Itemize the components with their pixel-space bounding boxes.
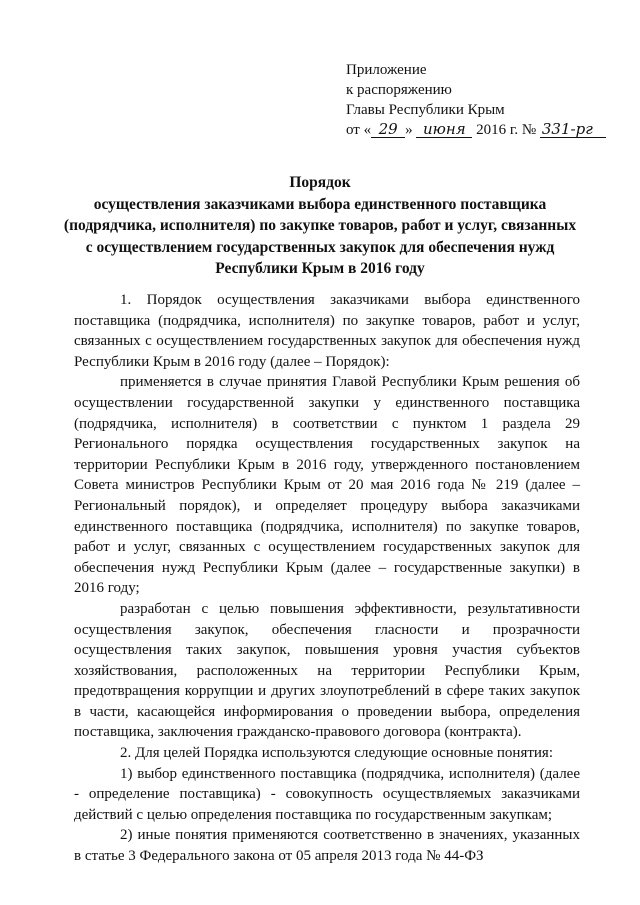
title-line-2: осуществления заказчиками выбора единственного поставщика: [93, 195, 547, 213]
appendix-block: [346, 60, 626, 140]
paragraph-2: применяется в случае принятия Главой Республики Крым решения об осуществлении государственной закупки у единственного поставщика (подрядчика, исполнителя) в соответствии с пунктом 1 раздела 29 Регионального порядка осуществления государственных закупок на территории Республики Крым в 2016 году, утвержденного постановлением Совета министров Республики Крым от 20 мая 2016 года № 219 (далее – Региональный порядок), и определяет процедуру выбора заказчиками единственного поставщика (подрядчика, исполнителя) по закупке товаров, работ и услуг, связанных с осуществлением государственных закупок для обеспечения нужд Республики Крым (далее – государственные закупки) в 2016 году;: [74, 374, 580, 597]
paragraph-6: 2) иные понятия применяются соответственно в значениях, указанных в статье 3 Федерального закона от 05 апреля 2013 года № 44-ФЗ: [74, 827, 580, 865]
date-mid: »: [405, 122, 413, 138]
date-year: 2016 г. №: [476, 122, 537, 138]
paragraph-1: 1. Порядок осуществления заказчиками выбора единственного поставщика (подрядчика, исполнителя) по закупке товаров, работ и услуг, связанных с осуществлением государственных закупок для обеспечения нужд Республики Крым в 2016 году (далее – Порядок):: [74, 292, 580, 370]
title-line-3: (подрядчика, исполнителя) по закупке товаров, работ и услуг, связанных: [63, 217, 577, 234]
paragraph-5: 1) выбор единственного поставщика (подрядчика, исполнителя) (далее - определение поставщика) - совокупность осуществляемых заказчиками действий с целью определения поставщика по государственным закупкам;: [74, 765, 580, 823]
date-prefix: от «: [346, 122, 372, 138]
handwritten-day: 29: [371, 122, 405, 138]
title-line-5: Республики Крым в 2016 году: [215, 260, 425, 277]
appendix-order-ref: к распоряжению: [346, 82, 452, 98]
appendix-label: Приложение: [346, 62, 427, 78]
paragraph-3: разработан с целью повышения эффективности, результативности осуществления закупок, обеспечения гласности и прозрачности осуществления таких закупок, повышения уровня участия субъектов хозяйствования, расположенных на территории Республики Крым, предотвращения коррупции и других злоупотреблений в сфере таких закупок в части, касающейся информирования о проведении выбора, определения поставщика, заключения гражданско-правового договора (контракта).: [74, 600, 580, 741]
handwritten-number: 331-рг: [540, 122, 606, 138]
title-line-1: Порядок: [289, 174, 351, 191]
title-line-4: с осуществлением государственных закупок для обеспечения нужд: [85, 238, 555, 256]
appendix-date-line: [346, 120, 626, 140]
document-title: [40, 172, 600, 280]
appendix-authority: Главы Республики Крым: [346, 102, 505, 118]
handwritten-month: июня: [416, 122, 472, 138]
document-body: [74, 290, 580, 867]
paragraph-4: 2. Для целей Порядка используются следующие основные понятия:: [120, 745, 553, 762]
